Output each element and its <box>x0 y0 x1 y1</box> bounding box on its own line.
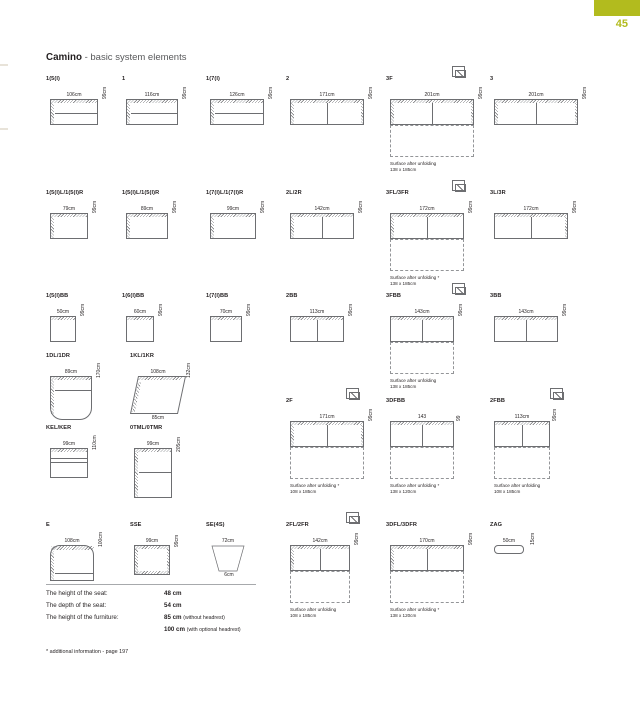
secondary-width-label: 85cm <box>151 415 165 421</box>
height-label: 99cm <box>572 200 578 213</box>
item-3FBB <box>386 293 464 400</box>
width-label: 143cm <box>518 309 534 315</box>
unfold-note: Surface after unfolding * 108 x 185cm <box>290 483 340 495</box>
unfold-area <box>390 342 454 374</box>
item-code: 1DL/1DR <box>46 353 71 359</box>
width-label: 143cm <box>414 309 430 315</box>
width-label: 142cm <box>314 206 330 212</box>
height-label: 99cm <box>80 303 86 316</box>
width-label: 72cm <box>221 538 235 544</box>
item-code: 1(6(I)BB <box>122 293 145 299</box>
item-code: 1(5(I)L/1(5(I)R <box>46 190 84 196</box>
width-label: 99cm <box>62 441 76 447</box>
width-label: 172cm <box>523 206 539 212</box>
item-code: 3DFL/3DFR <box>386 522 418 528</box>
item-3F <box>386 76 484 183</box>
width-label: 126cm <box>229 92 245 98</box>
height-label: 99cm <box>182 86 188 99</box>
item-1-5-I-BB <box>46 293 86 344</box>
width-label: 143 <box>417 414 427 420</box>
item-code: 1(7(I) <box>206 76 220 82</box>
item-code: 3 <box>490 76 494 82</box>
height-label: 132cm <box>186 362 192 378</box>
height-label: 99cm <box>246 303 252 316</box>
spec-value: 54 cm <box>164 602 182 610</box>
item-code: 1(7(I)L/1(7(I)R <box>206 190 244 196</box>
item-code: 1(5(I)BB <box>46 293 69 299</box>
height-label: 99cm <box>354 532 360 545</box>
item-code: 2F <box>286 398 293 404</box>
width-label: 170cm <box>419 538 435 544</box>
item-code: ZAG <box>490 522 503 528</box>
spec-value: 100 cm <box>164 626 185 634</box>
spec-row <box>46 624 241 636</box>
item-code: 3DFBB <box>386 398 406 404</box>
item-code: 1(5(I)L/1(5(I)R <box>122 190 160 196</box>
height-label: 99cm <box>174 534 180 547</box>
item-1-6-I-LR <box>122 190 178 241</box>
bed-function-icon <box>452 180 465 191</box>
bleed-mark-top <box>0 64 8 66</box>
bed-function-icon <box>452 283 465 294</box>
item-1 <box>122 76 188 127</box>
height-label: 99cm <box>582 86 588 99</box>
width-label: 201cm <box>424 92 440 98</box>
item-2L-2R <box>286 190 364 241</box>
unfold-note: Surface after unfolding 108 x 185cm <box>290 607 337 619</box>
spec-row <box>46 612 241 624</box>
height-label: 99cm <box>268 86 274 99</box>
page-number: 45 <box>615 18 628 30</box>
item-2F <box>286 398 374 505</box>
bed-function-icon <box>550 388 563 399</box>
spec-label: The height of the seat: <box>46 590 108 597</box>
height-label: 99cm <box>552 408 558 421</box>
item-code: 3L/3R <box>490 190 506 196</box>
height-label: 100cm <box>98 531 104 547</box>
item-code: 1 <box>122 76 126 82</box>
width-label: 89cm <box>140 206 154 212</box>
width-label: 99cm <box>146 441 160 447</box>
item-code: KEL/KER <box>46 425 72 431</box>
unfold-area <box>390 125 474 157</box>
height-label: 99cm <box>468 200 474 213</box>
height-label: 6cm <box>224 572 234 578</box>
item-2FBB <box>490 398 562 505</box>
width-label: 89cm <box>64 369 78 375</box>
width-label: 60cm <box>133 309 147 315</box>
item-code: 2L/2R <box>286 190 302 196</box>
unfold-note: Surface after unfolding * 138 x 120cm <box>390 483 440 495</box>
item-code: SSE <box>130 522 142 528</box>
item-code: 1(5(I) <box>46 76 60 82</box>
width-label: 108cm <box>150 369 166 375</box>
unfold-area <box>290 571 350 603</box>
item-1-7-I-BB <box>206 293 252 344</box>
width-label: 70cm <box>219 309 233 315</box>
item-3DFL-3DFR <box>386 522 474 629</box>
item-2BB <box>286 293 354 344</box>
width-label: 171cm <box>319 92 335 98</box>
item-code: 3FL/3FR <box>386 190 409 196</box>
width-label: 172cm <box>419 206 435 212</box>
unfold-note: Surface after unfolding 138 x 185cm <box>390 161 437 173</box>
height-label: 99cm <box>478 86 484 99</box>
spec-row <box>46 600 241 612</box>
width-label: 99cm <box>226 206 240 212</box>
bed-function-icon <box>452 66 465 77</box>
item-SSE <box>130 522 180 581</box>
spec-note: (without headrest) <box>183 615 225 622</box>
item-ZAG <box>490 522 550 561</box>
height-label: 99cm <box>102 86 108 99</box>
item-code: 2FBB <box>490 398 506 404</box>
width-label: 142cm <box>312 538 328 544</box>
item-1KL-1KR <box>130 353 196 422</box>
height-label: 99cm <box>348 303 354 316</box>
item-KEL-KER <box>46 425 102 484</box>
bed-function-icon <box>346 512 359 523</box>
unfold-area <box>494 447 550 479</box>
item-code: 2FL/2FR <box>286 522 309 528</box>
item-1-6-I-BB <box>122 293 164 344</box>
height-label: 99 <box>456 415 462 421</box>
bleed-mark-bottom <box>0 128 8 130</box>
item-code: 3BB <box>490 293 502 299</box>
item-3FL-3FR <box>386 190 474 297</box>
specifications-list <box>46 588 241 636</box>
height-label: 99cm <box>358 200 364 213</box>
width-label: 50cm <box>56 309 70 315</box>
unfold-note: Surface after unfolding 108 x 185cm <box>494 483 541 495</box>
width-label: 108cm <box>64 538 80 544</box>
spec-value: 48 cm <box>164 590 182 597</box>
spec-label: The height of the furniture: <box>46 614 119 622</box>
height-label: 99cm <box>172 200 178 213</box>
spec-note: (with optional headrest) <box>186 627 241 634</box>
width-label: 113cm <box>309 309 325 315</box>
width-label: 99cm <box>145 538 159 544</box>
height-label: 99cm <box>158 303 164 316</box>
height-label: 99cm <box>260 200 266 213</box>
item-1-7-I-LR <box>206 190 266 241</box>
item-3 <box>490 76 588 127</box>
item-code: 2BB <box>286 293 298 299</box>
width-label: 116cm <box>144 92 160 98</box>
brand-name: Camino <box>46 52 82 63</box>
width-label: 50cm <box>502 538 516 544</box>
height-label: 99cm <box>468 532 474 545</box>
item-code: 3FBB <box>386 293 402 299</box>
page-subtitle: - basic system elements <box>81 52 187 63</box>
page-accent-bar <box>594 0 640 16</box>
spec-row <box>46 588 241 600</box>
height-label: 99cm <box>368 408 374 421</box>
spec-divider <box>46 584 256 585</box>
bed-function-icon <box>346 388 359 399</box>
width-label: 79cm <box>62 206 76 212</box>
item-1-7-I <box>206 76 274 127</box>
item-3L-3R <box>490 190 578 241</box>
height-label: 110cm <box>92 435 98 450</box>
width-label: 201cm <box>528 92 544 98</box>
item-3BB <box>490 293 568 344</box>
item-code: 1(7(I)BB <box>206 293 229 299</box>
item-1-5-I <box>46 76 108 127</box>
unfold-area <box>390 447 454 479</box>
item-code: 1KL/1KR <box>130 353 155 359</box>
item-1-5-I-LR <box>46 190 98 241</box>
item-0TML-0TMR <box>130 425 192 498</box>
height-label: 205cm <box>176 436 182 452</box>
height-label: 99cm <box>562 303 568 316</box>
item-2 <box>286 76 374 127</box>
footnote: * additional information - page 197 <box>46 649 129 655</box>
unfold-note: Surface after unfolding * 138 x 120cm <box>390 607 440 619</box>
item-code: 3F <box>386 76 393 82</box>
width-label: 106cm <box>66 92 82 98</box>
item-E <box>46 522 102 585</box>
width-label: 113cm <box>514 414 530 420</box>
unfold-area <box>390 571 464 603</box>
spec-value: 85 cm <box>164 614 182 622</box>
unfold-area <box>390 239 464 271</box>
item-code: 0TML/0TMR <box>130 425 163 431</box>
height-label: 99cm <box>368 86 374 99</box>
item-code: 2 <box>286 76 290 82</box>
item-code: SE(4S) <box>206 522 225 528</box>
height-label: 99cm <box>458 303 464 316</box>
item-code: E <box>46 522 50 528</box>
height-label: 99cm <box>92 200 98 213</box>
item-1DL-1DR <box>46 353 106 422</box>
item-3DFBB <box>386 398 462 505</box>
spec-label: The depth of the seat: <box>46 602 107 610</box>
unfold-note: Surface after unfolding 138 x 185cm <box>390 378 437 390</box>
item-2FL-2FR <box>286 522 358 629</box>
page-title <box>46 52 186 63</box>
height-label: 170cm <box>96 362 102 378</box>
width-label: 171cm <box>319 414 335 420</box>
unfold-note: Surface after unfolding * 138 x 185cm <box>390 275 440 287</box>
height-label: 15cm <box>530 532 536 545</box>
item-SE-4S <box>206 522 262 579</box>
unfold-area <box>290 447 364 479</box>
